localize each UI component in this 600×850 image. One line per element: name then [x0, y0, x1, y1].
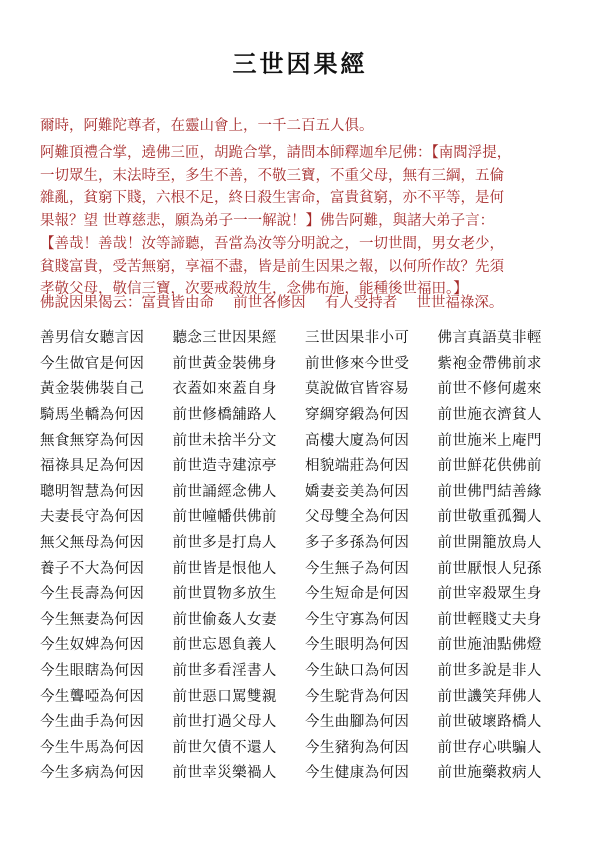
verse-line: 聰明智慧為何因 [40, 483, 145, 500]
verse-line: 今生健康為何因 [305, 765, 410, 782]
verse-line: 前世買物多放生 [172, 586, 277, 603]
verse-line: 前世多看淫書人 [172, 663, 277, 680]
verse-line: 嬌妻妾美為何因 [305, 483, 410, 500]
verse-line: 前世佛門結善緣 [437, 483, 542, 500]
verse-row [40, 734, 570, 760]
verse-row [40, 478, 570, 504]
verse-line: 無父無母為何因 [40, 535, 145, 552]
verse-line: 福祿具足為何因 [40, 458, 145, 475]
page-title: 三世因果經 [232, 50, 368, 78]
verse-row [40, 503, 570, 529]
verse-line: 今生長壽為何因 [40, 586, 145, 603]
verse-line: 無食無穿為何因 [40, 432, 145, 449]
verse-line: 騎馬坐轎為何因 [40, 407, 145, 424]
verse-line: 今生眼明為何因 [305, 637, 410, 654]
verse-line: 相貌端莊為何因 [305, 458, 410, 475]
verse-row [40, 631, 570, 657]
verse-row [40, 350, 570, 376]
intro-opening-line: 爾時，阿難陀尊者，在靈山會上，一千二百五人俱。 [40, 118, 374, 134]
verse-line: 今生做官是何因 [40, 355, 145, 372]
verse-line: 前世偷姦人女妻 [172, 611, 277, 628]
verse-line: 前世多說是非人 [437, 663, 542, 680]
intro-paragraph-line: 阿難頂禮合掌，遶佛三匝，胡跪合掌，請問本師釋迦牟尼佛：【南閻浮提， [40, 145, 512, 161]
verse-row [40, 529, 570, 555]
verse-line: 今生多病為何因 [40, 765, 145, 782]
verse-line: 前世打過父母人 [172, 714, 277, 731]
verse-line: 前世不修何處來 [437, 381, 542, 398]
verse-row [40, 426, 570, 452]
verse-row [40, 759, 570, 785]
verse-line: 今生短命是何因 [305, 586, 410, 603]
verse-line: 前世鮮花供佛前 [437, 458, 542, 475]
intro-paragraph [40, 142, 570, 301]
verse-line: 今生牛馬為何因 [40, 739, 145, 756]
intro-paragraph-line: 一切眾生，末法時至，多生不善，不敬三寶，不重父母，無有三綱，五倫 [40, 167, 504, 184]
verse-row [40, 580, 570, 606]
verse-line: 前世修橋舖路人 [172, 407, 277, 424]
verse-line: 前世開籠放鳥人 [437, 535, 542, 552]
verse-line: 前世存心哄騙人 [437, 739, 542, 756]
verse-line: 今生眼瞎為何因 [40, 663, 145, 680]
verse-line: 前世忘恩負義人 [172, 637, 277, 654]
verse-line: 三世因果非小可 [305, 330, 410, 347]
verse-table [40, 324, 570, 785]
verse-line: 前世譏笑拜佛人 [437, 688, 542, 705]
verse-line: 黃金裝佛裝自己 [40, 381, 145, 398]
verse-line: 前世施衣濟貧人 [437, 407, 542, 424]
verse-row [40, 401, 570, 427]
verse-line: 今生無妻為何因 [40, 611, 145, 628]
intro-paragraph-line: 貧賤富貴，受苦無窮，享福不盡，皆是前生因果之報，以何所作故？先須 [40, 258, 504, 275]
verse-line: 前世誦經念佛人 [172, 483, 277, 500]
verse-row [40, 682, 570, 708]
verse-row [40, 657, 570, 683]
verse-line: 父母雙全為何因 [305, 509, 410, 526]
gatha-line: 佛說因果偈云：富貴皆由命 前世各修因 有人受持者 世世福祿深。 [40, 295, 504, 311]
intro-paragraph-line: 果報？望 世尊慈悲，願為弟子一一解說！】佛告阿難，與諸大弟子言： [40, 213, 495, 230]
verse-line: 今生駝背為何因 [305, 688, 410, 705]
verse-line: 前世宰殺眾生身 [437, 586, 542, 603]
intro-paragraph-line: 孝敬父母，敬信三寶，次要戒殺放生，念佛布施，能種後世福田。】 [40, 281, 468, 298]
verse-line: 紫袍金帶佛前求 [437, 355, 542, 372]
verse-row [40, 606, 570, 632]
verse-line: 夫妻長守為何因 [40, 509, 145, 526]
verse-line: 前世惡口罵雙親 [172, 688, 277, 705]
verse-line: 前世幢幡供佛前 [172, 509, 277, 526]
verse-line: 今生豬狗為何因 [305, 739, 410, 756]
verse-line: 前世破壞路橋人 [437, 714, 542, 731]
verse-line: 前世修來今世受 [305, 355, 410, 372]
verse-line: 養子不大為何因 [40, 560, 145, 577]
verse-line: 前世皆是恨他人 [172, 560, 277, 577]
verse-row [40, 554, 570, 580]
intro-paragraph-line: 雜亂，貧窮下賤，六根不足，終日殺生害命，富貴貧窮，亦不平等，是何 [40, 190, 504, 207]
verse-row [40, 324, 570, 350]
verse-line: 高樓大廈為何因 [305, 432, 410, 449]
verse-line: 莫說做官皆容易 [305, 381, 410, 398]
verse-line: 前世施藥救病人 [437, 765, 542, 782]
verse-line: 善男信女聽言因 [40, 330, 145, 347]
verse-line: 多子多孫為何因 [305, 535, 410, 552]
intro-paragraph-line: 【善哉！善哉！汝等諦聽，吾當為汝等分明說之，一切世間，男女老少， [40, 235, 504, 252]
verse-line: 前世未捨半分文 [172, 432, 277, 449]
verse-line: 今生守寡為何因 [305, 611, 410, 628]
verse-row [40, 708, 570, 734]
verse-line: 前世施油點佛燈 [437, 637, 542, 654]
verse-line: 前世輕賤丈夫身 [437, 611, 542, 628]
verse-line: 前世厭恨人兒孫 [437, 560, 542, 577]
verse-line: 聽念三世因果經 [172, 330, 277, 347]
verse-line: 前世敬重孤獨人 [437, 509, 542, 526]
verse-line: 佛言真語莫非輕 [437, 330, 542, 347]
verse-line: 前世黃金裝佛身 [172, 355, 277, 372]
verse-line: 今生曲腳為何因 [305, 714, 410, 731]
verse-line: 前世幸災樂禍人 [172, 765, 277, 782]
verse-line: 今生無子為何因 [305, 560, 410, 577]
verse-line: 前世施米上庵門 [437, 432, 542, 449]
verse-line: 前世欠債不還人 [172, 739, 277, 756]
verse-line: 前世造寺建涼亭 [172, 458, 277, 475]
verse-line: 今生聾啞為何因 [40, 688, 145, 705]
verse-line: 今生奴婢為何因 [40, 637, 145, 654]
verse-line: 今生缺口為何因 [305, 663, 410, 680]
verse-line: 今生曲手為何因 [40, 714, 145, 731]
verse-row [40, 375, 570, 401]
verse-line: 前世多是打鳥人 [172, 535, 277, 552]
verse-line: 衣蓋如來蓋自身 [172, 381, 277, 398]
verse-line: 穿綢穿緞為何因 [305, 407, 410, 424]
verse-row [40, 452, 570, 478]
